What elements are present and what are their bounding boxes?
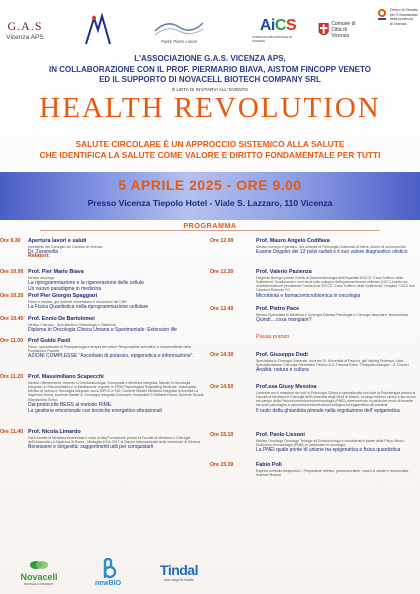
event-venue: Presso Vicenza Tiepolo Hotel - Viale S. Lazzaro, 110 Vicenza bbox=[87, 198, 333, 208]
program-time: Ore 10.00 bbox=[0, 269, 24, 275]
csv-line3: della provincia bbox=[389, 17, 413, 22]
programma-divider bbox=[40, 230, 380, 231]
program-time: Ore 9.30 bbox=[0, 238, 21, 244]
program-speaker-desc: Medico Oncologo Oncologo Teologo ed Endocrinologo e considerato il padre della Psico-Neuro-Endocrino-Immunologia (PNEI) in particolare in oncologia bbox=[256, 438, 405, 447]
program-speaker: Prof. Paolo Lissoni bbox=[256, 432, 305, 438]
event-title: HEALTH REVOLUTION bbox=[39, 92, 381, 124]
program-time: Ore 15.30 bbox=[210, 462, 234, 468]
program-talk-title: Benessere e longevità: suggerimenti utili per conquistarli bbox=[28, 444, 154, 451]
intro-line: IN COLLABORAZIONE CON IL PROF. PIERMARIO BIAVA, AISTOM FINCOPP VENETO bbox=[49, 64, 371, 74]
program-speaker: Prof Pier Giorgio Spaggiari bbox=[28, 293, 98, 299]
program-talk-title: Microbiota e farmacomicrobiomica in oncologia bbox=[256, 292, 361, 299]
intro-line: L'ASSOCIAZIONE G.A.S. VICENZA APS, bbox=[134, 54, 286, 63]
program-talk-title: La riprogrammazione e la rigenerazione delle cellule Un nuovo paradigma in medicina bbox=[28, 279, 144, 292]
program-time: Ore 10.20 bbox=[0, 293, 24, 299]
program-speaker: Prof. Valerio Pazienza bbox=[256, 269, 312, 275]
novacell-name: Novacell bbox=[20, 572, 58, 582]
program-speaker-desc: Esperto controllo terapeutico - Preparatore atletico, personal trainer, coach di salute e nutrizionista, Scienze Motorie bbox=[256, 468, 410, 477]
program-speaker-desc: Medico Specialista in Medicina e Chirurgia Estetica Psicologia e Chirurgia Vascolare, Nutrizionista bbox=[256, 312, 408, 317]
gas-logo-sub: Vicenza APS bbox=[6, 34, 44, 41]
padre-logo-mark-icon bbox=[151, 17, 207, 39]
program-time: Ore 12.40 bbox=[210, 306, 234, 312]
tindal-logo bbox=[148, 550, 210, 594]
date-banner bbox=[0, 172, 420, 220]
program-speaker: Prof.ssa Giusy Messina bbox=[256, 384, 317, 390]
program-talk-title: Dal protocollo BEGS al metodo RIME. La gestione emozionale con tecniche energetico-vibrazionali bbox=[28, 401, 162, 414]
programma-heading: PROGRAMMA bbox=[183, 221, 237, 230]
aics-logo-sub: COMITATO PROVINCIALE DI VICENZA bbox=[252, 35, 293, 43]
vicenza-line2: Città di Vicenza bbox=[331, 27, 350, 39]
subtitle-line: SALUTE CIRCOLARE È UN APPROCCIO SISTEMICO ALLA SALUTE bbox=[75, 139, 345, 149]
program-speaker-desc: Medico Chirurgo - Specialista in Ginecologia e Ostetricia bbox=[28, 322, 116, 327]
program-time: Ore 12.00 bbox=[210, 238, 234, 244]
program-talk-title: La Fisica Quantistica nella riprogrammazione cellulare bbox=[28, 303, 149, 310]
program-time: Ore 11.00 bbox=[0, 338, 24, 344]
program-speaker-desc: Medico oncologo bbox=[28, 275, 55, 280]
vicenza-line1: Comune di bbox=[331, 21, 356, 27]
program-talk-title: Analità: natura e cultura bbox=[256, 367, 309, 374]
novacell-sub: BIOTECH COMPANY bbox=[24, 582, 54, 586]
program-time: Ore 14.30 bbox=[210, 352, 234, 358]
csv-line1: Centro di Servizio bbox=[389, 8, 419, 12]
fincopp-logo bbox=[82, 8, 116, 52]
program-time: Ore 12.20 bbox=[210, 269, 234, 275]
event-subtitle bbox=[0, 139, 420, 161]
program-speaker: Prof. Pier Mario Biava bbox=[28, 269, 84, 275]
padre-logo-name: Padre Pietro Leone bbox=[160, 38, 198, 44]
aics-logo bbox=[252, 8, 304, 52]
tindal-sub: new ways to health bbox=[164, 578, 194, 582]
program-talk-title: Il ruolo della ghiandola pineale nella regolazione dell' epigenetica bbox=[256, 407, 400, 414]
program-speaker: Prof. Giuseppe Dodi bbox=[256, 352, 308, 358]
novacell-leaf-icon bbox=[29, 558, 49, 572]
program-speaker: Prof Guido Paoli bbox=[28, 338, 71, 344]
sponsor-strip bbox=[0, 550, 420, 594]
csv-logo bbox=[374, 8, 420, 52]
logo-strip bbox=[0, 8, 420, 52]
novacell-logo bbox=[8, 550, 70, 594]
vicenza-logo bbox=[318, 8, 364, 52]
program-speaker-desc: Dirigente Biologo presso l'Unità di Gastroenterologia dell'Ospedale IRCCS "Casa Sollievo della Sofferenza" focalizzando i suoi studi sullo sviluppo dell'epatocarcinoma cellulare (HCC) indotto da un'infiammazione persistente Fondazione IRCCS "Casa Sollievo della Sofferenza" Hospital 71013 San Giovanni Rotondo FG bbox=[256, 275, 415, 293]
intro-line: ED IL SUPPORTO DI NOVACELL BIOTECH COMPANY SRL bbox=[99, 75, 321, 84]
aics-logo-name: AiCS bbox=[259, 17, 297, 34]
intro-invite: È LIETA DI INVITARVI ALL' EVENTO bbox=[172, 86, 248, 92]
program-speaker-desc: Già Docente di Medicina Ambientale e ruolo di Aliq Formazione presso la Facoltà di Medicina e Chirurgia dell'Università La Sapienza di Roma - Medaglia d'Oro 2017 al Salone Internazionale delle Invenzioni di Ginevra bbox=[28, 435, 201, 444]
program-speaker: Apertura lavori e saluti bbox=[28, 238, 87, 244]
program-speaker: Relatori: bbox=[28, 253, 50, 259]
subtitle-line: CHE IDENTIFICA LA SALUTE COME VALORE E DIRITTO FONDAMENTALE PER TUTTI bbox=[39, 150, 381, 160]
csv-line2: per il Volontariato bbox=[389, 12, 418, 17]
program-speaker-desc: presidente del Consiglio del Comune di Vicenza bbox=[28, 244, 103, 249]
program-speaker: Prof. Pietro Pace bbox=[256, 306, 300, 312]
program-speaker-desc: Medico Ulteriormente, esperto in Omotossicologia, Omeopatia e Medicina Integrata, Master in Oncologia Integrata, in Psicosomatica e in Meditazione, esperto in PRM Physiological Regulating Medicine, Naturopata, Medico di ricerca e Oncologia integrata, socio AIPCO e SIO, Docente Master Medicina Integrata Università La Sapienza Roma, Docente Master in Oncologia Integrata Consorzio Humanitas S.Raffaele Roma, Docente Scuola Microbiomia Torino bbox=[28, 380, 204, 402]
program-speaker: Pausa pranzo bbox=[256, 334, 290, 340]
program-time: Ore 11.40 bbox=[0, 429, 24, 435]
program-talk-title: Dr. Zaramella bbox=[28, 248, 59, 255]
program-speaker: Prof. Mauro Angelo Codifava bbox=[256, 238, 330, 244]
program-speaker-desc: Medico chirurgo e geriatra. Già docente di Flebologia Università di Siena. Autore di numerosi libri bbox=[256, 244, 406, 249]
program-speaker: Fabio Poli bbox=[256, 462, 282, 468]
program-time: Ore 14.50 bbox=[210, 384, 234, 390]
program-time: Ore 15.10 bbox=[210, 432, 234, 438]
gas-logo bbox=[2, 8, 48, 52]
program-speaker: Prof. Nicola Limardo bbox=[28, 429, 81, 435]
newbio-logo bbox=[88, 550, 128, 594]
newbio-name: newBIO bbox=[94, 579, 122, 587]
program-talk-title: La PNEI quale ponte di unione tra epigenetica e fisica quantistica bbox=[256, 447, 401, 454]
csv-mark-icon bbox=[376, 8, 388, 22]
program-speaker-desc: Specialista in Chirurgia Generale, docente Sr. Università di Padova, già Visiting Professor, Idea Specializzazione Chirurgia Parametrio Pelvico A.O. Padova Editor "Pelvipaleontologia" - A. Dionori bbox=[256, 358, 409, 367]
fincopp-logo-mark-icon bbox=[82, 10, 116, 50]
program-talk-title: AZIONI COMPLESSE "Ascorbato di potassio, epigenetica e informazione". bbox=[28, 353, 194, 360]
program-talk-title: Diploma in Oncologia Clinica Umana e Sperimentale: Extension life bbox=[28, 326, 177, 333]
city-shield-icon bbox=[318, 22, 329, 38]
csv-line4: di Vicenza bbox=[389, 21, 407, 26]
tindal-name: Tindal bbox=[160, 562, 198, 578]
program-speaker: Prof. Massimiliano Scapecchi bbox=[28, 374, 104, 380]
program-time: Ore 10.40 bbox=[0, 316, 24, 322]
event-date: 5 APRILE 2025 - ORE 9.00 bbox=[118, 177, 302, 193]
program-speaker-desc: Fisico, specializzato in Psicopatologia e terapia del dolore Responsabile scientifico e vicepresidente della Fondazione Paoletti bbox=[28, 344, 191, 353]
program-speaker-desc: Fisico e medico, già docente universitario e ricercatore del CNR bbox=[28, 299, 127, 304]
program-talk-title: Esame Doppler dei 12 polsi radiali e il suo valore diagnostico olistico bbox=[256, 248, 408, 255]
program-speaker: Prof. Ennio De Bartolomei bbox=[28, 316, 95, 322]
gas-logo-name: G.A.S bbox=[7, 19, 43, 33]
newbio-mark-icon bbox=[99, 558, 117, 580]
padre-logo bbox=[148, 8, 210, 52]
program-talk-title: Quindi....cosa mangiare? bbox=[256, 316, 312, 323]
program-speaker-desc: Laureata con il massimo dei voti in Psicologia Clinica e specializzata con lode in Psicoterapia presso la Facoltà di Medicina e Chirurgia dell'Università degli Studi di Milano, ecologo esterno clinico e sia nuova nel campo della Psiconeuroendocrinoimmunologia (PNEI), intervenendo in particolar modo di recente sia sulle psicologica e psiconeuroendocrinoimmunologica ed epigenetica dei pazienti bbox=[256, 390, 416, 408]
program-time: Ore 11.20 bbox=[0, 374, 24, 380]
intro-block bbox=[0, 54, 420, 92]
